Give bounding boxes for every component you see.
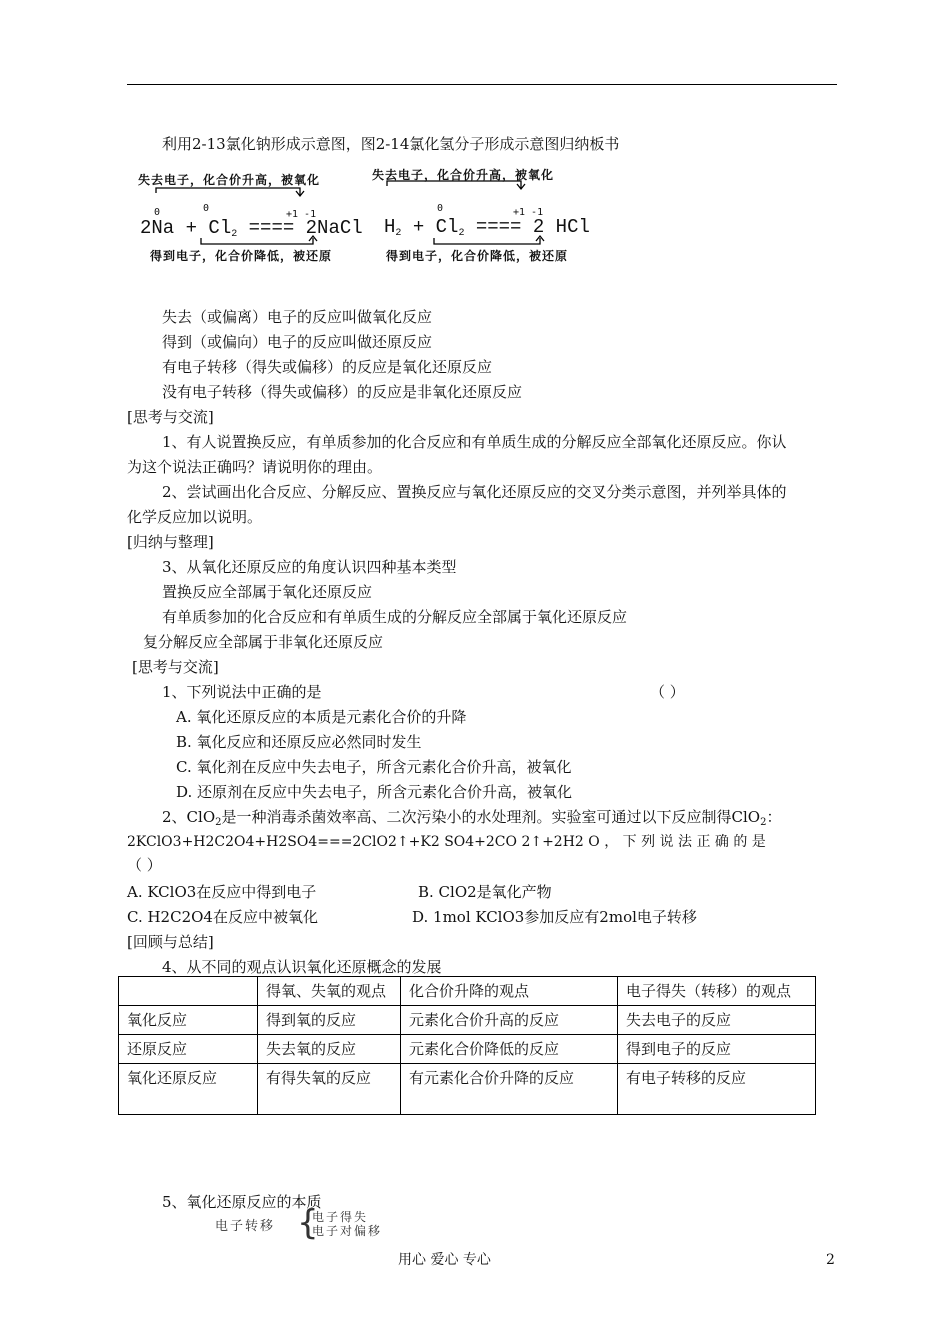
table-header-cell: 得氧、失氧的观点 (258, 977, 401, 1006)
answer-b: B. ClO2是氧化产物 (418, 883, 552, 901)
eq2-lhs-cl-sub: 2 (458, 228, 465, 239)
summary-line3: 复分解反应全部属于非氧化还原反应 (143, 633, 384, 651)
essence-top: 电子得失 (312, 1210, 369, 1224)
intro-text: 利用2-13氯化钠形成示意图，图2-14氯化氢分子形成示意图归纳板书 (162, 135, 620, 153)
table-header-cell: 化合价升降的观点 (401, 977, 618, 1006)
table-cell: 失去氧的反应 (258, 1035, 401, 1064)
answer-d: D. 1mol KClO3参加反应有2mol电子转移 (412, 908, 697, 926)
item5: 5、氧化还原反应的本质 (162, 1193, 322, 1211)
summary-line2: 有单质参加的化合反应和有单质生成的分解反应全部属于氧化还原反应 (162, 608, 628, 626)
eq2-ox-hcl: +1 -1 (513, 207, 544, 218)
table-cell: 氧化反应 (119, 1006, 258, 1035)
eq1-ox-na: 0 (154, 207, 161, 218)
review-item4: 4、从不同的观点认识氧化还原概念的发展 (162, 958, 442, 976)
q2-mid: 是一种消毒杀菌效率高、二次污染小的水处理剂。实验室可通过以下反应制得ClO (221, 808, 761, 826)
footer-text: 用心 爱心 专心 (398, 1252, 491, 1268)
think1-q2-line1: 2、尝试画出化合反应、分解反应、置换反应与氧化还原反应的交叉分类示意图，并列举具体的 (162, 483, 787, 501)
def-1: 失去（或偏离）电子的反应叫做氧化反应 (162, 308, 433, 326)
table-cell: 氧化还原反应 (119, 1064, 258, 1115)
summary-item3: 3、从氧化还原反应的角度认识四种基本类型 (162, 558, 457, 576)
q2-sub: 2 (215, 817, 222, 828)
eq1-ox-nacl: +1 -1 (286, 209, 317, 220)
q2-sub2: 2 (760, 817, 767, 828)
think2-equation: 2KClO3+H2C2O4+H2SO4===2ClO2↑+K2 SO4+2CO 2↑+2H2 O ， 下 列 说 法 正 确 的 是 (127, 834, 766, 850)
table-header-cell (119, 977, 258, 1006)
eq1-lhs-sub: 2 (231, 229, 238, 240)
answer-c: C. H2C2O4在反应中被氧化 (127, 908, 318, 926)
table-cell: 得到氧的反应 (258, 1006, 401, 1035)
think2-heading: [思考与交流] (132, 658, 219, 676)
eq2-rhs: 2 HCl (532, 216, 590, 238)
eq1-arrow: ==== (237, 217, 306, 239)
review-heading: [回顾与总结] (127, 933, 214, 951)
eq1-lhs: 2Na + Cl (140, 217, 232, 239)
table-cell: 有元素化合价升降的反应 (401, 1064, 618, 1115)
eq1-bottom-note: 得到电子，化合价降低，被还原 (150, 249, 333, 263)
think1-q2-line2: 化学反应加以说明。 (127, 508, 263, 526)
table-header-cell: 电子得失（转移）的观点 (618, 977, 816, 1006)
table-cell: 有电子转移的反应 (618, 1064, 816, 1115)
essence-bottom: 电子对偏移 (312, 1224, 383, 1238)
think2-q1-paren: （ ） (650, 683, 685, 701)
eq2-formula (384, 216, 590, 239)
table-cell: 元素化合价降低的反应 (401, 1035, 618, 1064)
summary-line1: 置换反应全部属于氧化还原反应 (162, 583, 373, 601)
def-3: 有电子转移（得失或偏移）的反应是氧化还原反应 (162, 358, 493, 376)
table-cell: 还原反应 (119, 1035, 258, 1064)
think2-q2-text (162, 807, 781, 833)
think1-q1-line1: 1、有人说置换反应，有单质参加的化合反应和有单质生成的分解反应全部氧化还原反应。你认 (162, 433, 787, 451)
answer-a: A. KClO3在反应中得到电子 (127, 883, 317, 901)
brace-symbol: { (297, 1203, 319, 1243)
eq2-ox-cl: 0 (437, 203, 444, 214)
think2-option-d: D. 还原剂在反应中失去电子，所含元素化合价升高，被氧化 (176, 783, 573, 801)
q2-end: ： (766, 808, 782, 826)
table-cell: 失去电子的反应 (618, 1006, 816, 1035)
think1-heading: [思考与交流] (127, 408, 214, 426)
table-cell: 得到电子的反应 (618, 1035, 816, 1064)
summary-heading: [归纳与整理] (127, 533, 214, 551)
table-row (119, 1064, 816, 1115)
think2-option-c: C. 氧化剂在反应中失去电子，所含元素化合价升高，被氧化 (176, 758, 572, 776)
think1-q1-line2: 为这个说法正确吗？请说明你的理由。 (127, 458, 383, 476)
def-2: 得到（或偏向）电子的反应叫做还原反应 (162, 333, 433, 351)
eq2-lhs-h: H (384, 216, 396, 238)
think2-option-b: B. 氧化反应和还原反应必然同时发生 (176, 733, 422, 751)
eq1-ox-cl: 0 (203, 203, 210, 214)
eq1-rhs: 2NaCl (305, 217, 363, 239)
think2-option-a: A. 氧化还原反应的本质是元素化合价的升降 (176, 708, 467, 726)
eq2-bottom-note: 得到电子，化合价降低，被还原 (386, 249, 569, 263)
table-cell: 元素化合价升高的反应 (401, 1006, 618, 1035)
eq2-top-note: 失去电子，化合价升高，被氧化 (372, 168, 555, 182)
q2-pre: 2、ClO (162, 808, 216, 826)
table-row (119, 1035, 816, 1064)
eq2-lhs-plus: + Cl (401, 216, 459, 238)
eq2-lhs-h-sub: 2 (395, 228, 402, 239)
table-cell: 有得失氧的反应 (258, 1064, 401, 1115)
eq2-arrow: ==== (464, 216, 533, 238)
page-number: 2 (826, 1252, 835, 1268)
think2-q1: 1、下列说法中正确的是 (162, 683, 322, 701)
concept-table (118, 976, 816, 1115)
def-4: 没有电子转移（得失或偏移）的反应是非氧化还原反应 (162, 383, 523, 401)
think2-q2-paren: （ ） (127, 856, 162, 874)
table-header-row (119, 977, 816, 1006)
eq1-top-note: 失去电子，化合价升高，被氧化 (138, 173, 321, 187)
table-row (119, 1006, 816, 1035)
essence-left: 电子转移 (215, 1219, 276, 1234)
eq1-formula (140, 217, 363, 240)
